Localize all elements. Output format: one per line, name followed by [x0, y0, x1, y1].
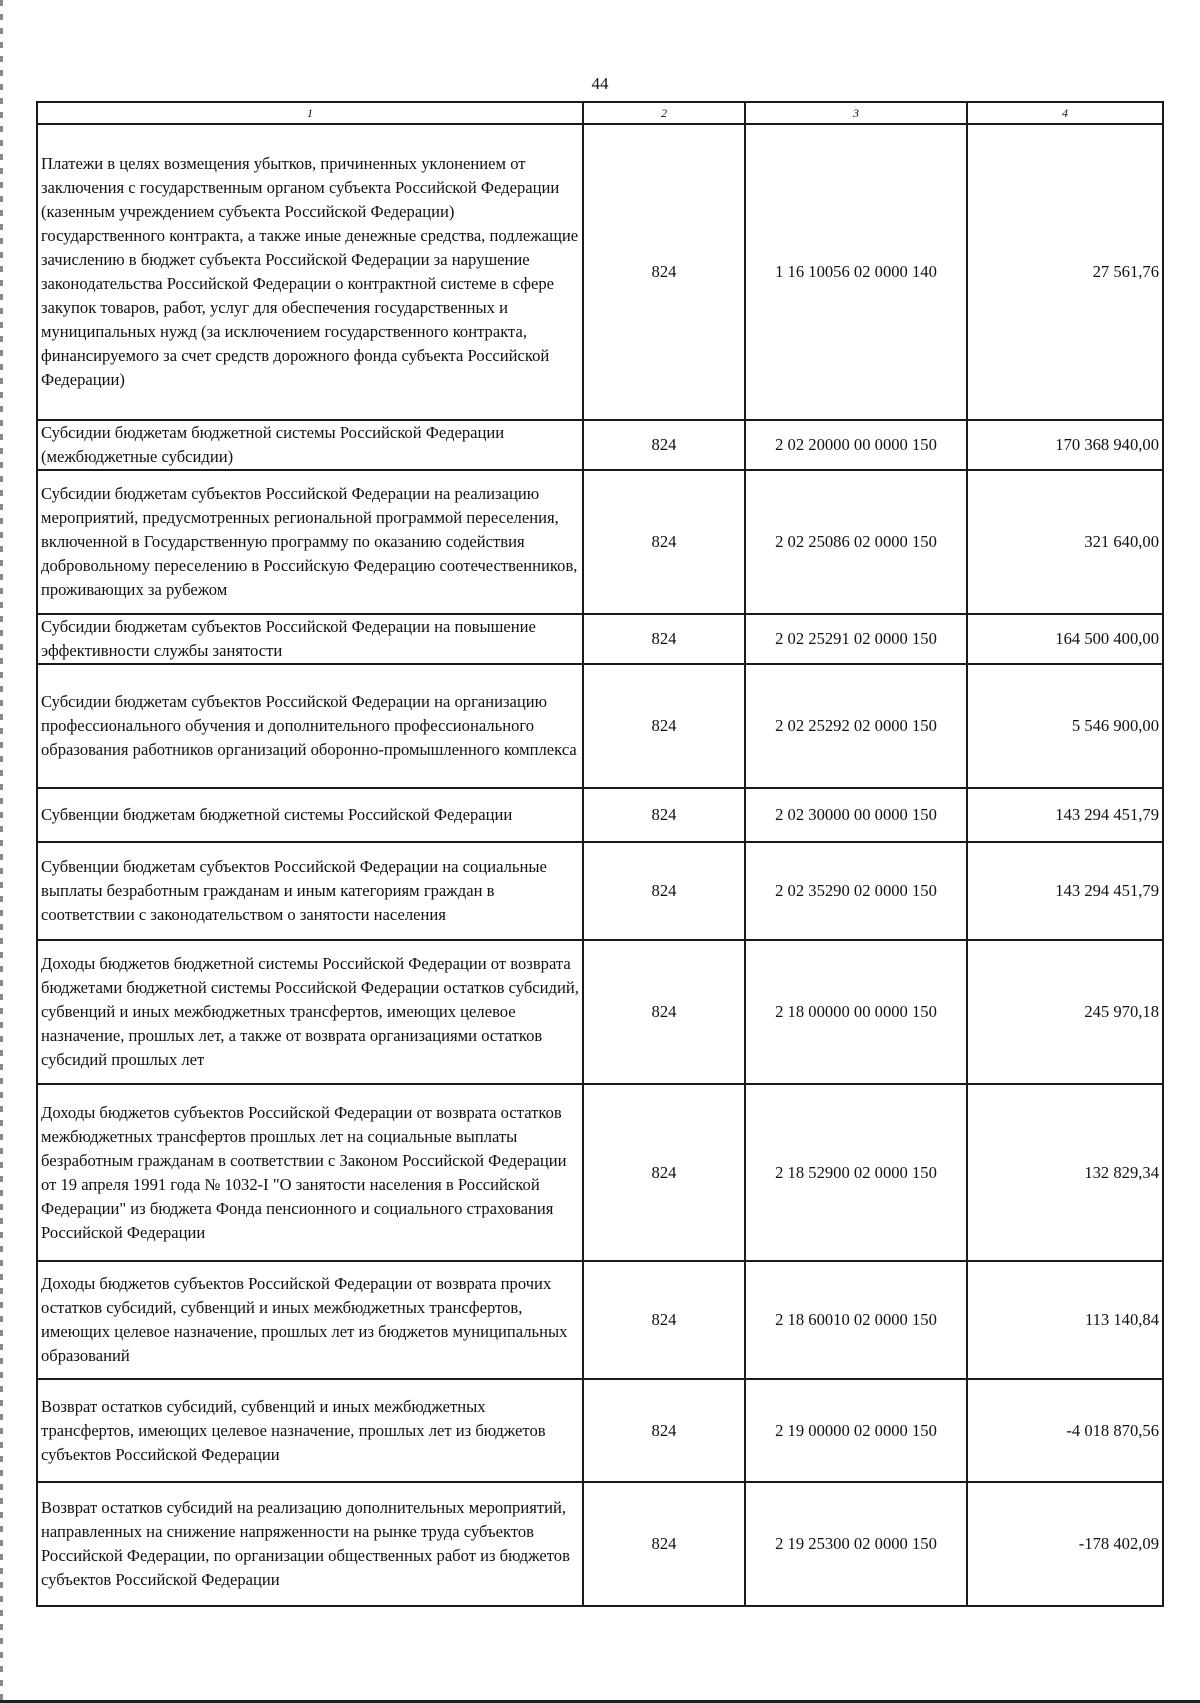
- row-admin-code: 824: [583, 664, 745, 788]
- table-row: [37, 1261, 1163, 1379]
- row-admin-code: 824: [583, 1482, 745, 1606]
- row-admin-code: 824: [583, 842, 745, 940]
- column-number-1: 1: [37, 102, 583, 124]
- row-description: Субсидии бюджетам субъектов Российской Федерации на организацию профессионального обучения и дополнительного профессионального образования работников организаций оборонно-промышленного комплекса: [37, 664, 583, 788]
- table-row: [37, 1482, 1163, 1606]
- table-row: [37, 614, 1163, 664]
- row-admin-code: 824: [583, 470, 745, 614]
- table-row: [37, 788, 1163, 842]
- row-budget-classification-code: 2 02 20000 00 0000 150: [745, 420, 967, 470]
- table-row: [37, 842, 1163, 940]
- row-budget-classification-code: 2 02 35290 02 0000 150: [745, 842, 967, 940]
- row-description: Субвенции бюджетам бюджетной системы Российской Федерации: [37, 788, 583, 842]
- column-number-4: 4: [967, 102, 1163, 124]
- row-amount: -178 402,09: [967, 1482, 1163, 1606]
- row-description: Возврат остатков субсидий на реализацию дополнительных мероприятий, направленных на снижение напряженности на рынке труда субъектов Российской Федерации, по организации общественных работ из бюджетов субъектов Российской Федерации: [37, 1482, 583, 1606]
- row-admin-code: 824: [583, 1261, 745, 1379]
- row-description: Доходы бюджетов субъектов Российской Федерации от возврата остатков межбюджетных трансфертов прошлых лет на социальные выплаты безработным гражданам в соответствии с Законом Российской Федерации от 19 апреля 1991 года № 1032-I "О занятости населения в Российской Федерации" из бюджета Фонда пенсионного и социального страхования Российской Федерации: [37, 1084, 583, 1261]
- scan-left-edge: [0, 0, 3, 1703]
- row-budget-classification-code: 2 18 60010 02 0000 150: [745, 1261, 967, 1379]
- row-description: Возврат остатков субсидий, субвенций и иных межбюджетных трансфертов, имеющих целевое назначение, прошлых лет из бюджетов субъектов Российской Федерации: [37, 1379, 583, 1482]
- page-number: 44: [591, 74, 609, 93]
- column-number-2: 2: [583, 102, 745, 124]
- row-amount: 170 368 940,00: [967, 420, 1163, 470]
- table-header-row: [37, 102, 1163, 124]
- row-description: Субсидии бюджетам субъектов Российской Федерации на повышение эффективности службы занятости: [37, 614, 583, 664]
- row-budget-classification-code: 2 02 30000 00 0000 150: [745, 788, 967, 842]
- row-admin-code: 824: [583, 420, 745, 470]
- row-budget-classification-code: 2 02 25086 02 0000 150: [745, 470, 967, 614]
- row-description: Платежи в целях возмещения убытков, причиненных уклонением от заключения с государственным органом субъекта Российской Федерации (казенным учреждением субъекта Российской Федерации) государственного контракта, а также иные денежные средства, подлежащие зачислению в бюджет субъекта Российской Федерации за нарушение законодательства Российской Федерации о контрактной системе в сфере закупок товаров, работ, услуг для обеспечения государственных и муниципальных нужд (за исключением государственного контракта, финансируемого за счет средств дорожного фонда субъекта Российской Федерации): [37, 124, 583, 420]
- row-amount: 5 546 900,00: [967, 664, 1163, 788]
- table-row: [37, 420, 1163, 470]
- row-amount: 143 294 451,79: [967, 788, 1163, 842]
- budget-revenue-table: [36, 101, 1164, 1607]
- row-amount: -4 018 870,56: [967, 1379, 1163, 1482]
- row-description: Доходы бюджетов субъектов Российской Федерации от возврата прочих остатков субсидий, субвенций и иных межбюджетных трансфертов, имеющих целевое назначение, прошлых лет из бюджетов муниципальных образований: [37, 1261, 583, 1379]
- table-row: [37, 1084, 1163, 1261]
- row-description: Субсидии бюджетам бюджетной системы Российской Федерации (межбюджетные субсидии): [37, 420, 583, 470]
- row-budget-classification-code: 2 18 00000 00 0000 150: [745, 940, 967, 1084]
- row-admin-code: 824: [583, 1084, 745, 1261]
- row-amount: 27 561,76: [967, 124, 1163, 420]
- table-row: [37, 124, 1163, 420]
- row-budget-classification-code: 2 18 52900 02 0000 150: [745, 1084, 967, 1261]
- row-amount: 132 829,34: [967, 1084, 1163, 1261]
- row-admin-code: 824: [583, 788, 745, 842]
- table-row: [37, 470, 1163, 614]
- row-amount: 113 140,84: [967, 1261, 1163, 1379]
- row-amount: 321 640,00: [967, 470, 1163, 614]
- row-admin-code: 824: [583, 614, 745, 664]
- table-row: [37, 664, 1163, 788]
- row-budget-classification-code: 2 02 25291 02 0000 150: [745, 614, 967, 664]
- row-admin-code: 824: [583, 940, 745, 1084]
- table-row: [37, 940, 1163, 1084]
- row-amount: 245 970,18: [967, 940, 1163, 1084]
- row-description: Доходы бюджетов бюджетной системы Российской Федерации от возврата бюджетами бюджетной системы Российской Федерации остатков субсидий, субвенций и иных межбюджетных трансфертов, имеющих целевое назначение, прошлых лет, а также от возврата организациями остатков субсидий прошлых лет: [37, 940, 583, 1084]
- row-description: Субвенции бюджетам субъектов Российской Федерации на социальные выплаты безработным гражданам и иным категориям граждан в соответствии с законодательством о занятости населения: [37, 842, 583, 940]
- row-admin-code: 824: [583, 1379, 745, 1482]
- row-budget-classification-code: 1 16 10056 02 0000 140: [745, 124, 967, 420]
- row-amount: 143 294 451,79: [967, 842, 1163, 940]
- table-row: [37, 1379, 1163, 1482]
- row-budget-classification-code: 2 02 25292 02 0000 150: [745, 664, 967, 788]
- row-budget-classification-code: 2 19 25300 02 0000 150: [745, 1482, 967, 1606]
- row-admin-code: 824: [583, 124, 745, 420]
- row-description: Субсидии бюджетам субъектов Российской Федерации на реализацию мероприятий, предусмотренных региональной программой переселения, включенной в Государственную программу по оказанию содействия добровольному переселению в Российскую Федерацию соотечественников, проживающих за рубежом: [37, 470, 583, 614]
- row-budget-classification-code: 2 19 00000 02 0000 150: [745, 1379, 967, 1482]
- row-amount: 164 500 400,00: [967, 614, 1163, 664]
- column-number-3: 3: [745, 102, 967, 124]
